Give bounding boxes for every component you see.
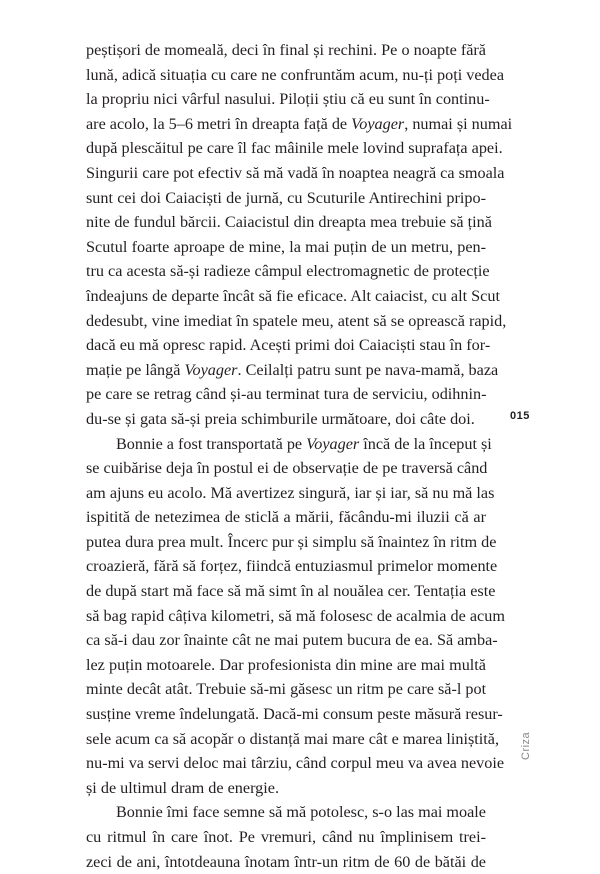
paragraph-first-line: Bonnie a fost transportată pe Voyager încă de la început și — [116, 434, 492, 453]
text-line: la propriu nici vârful nasului. Piloții știu că eu sunt în continu- — [86, 90, 490, 109]
text-line: minte decât atât. Trebuie să-mi găsesc un ritm pe care să-l pot — [86, 680, 487, 699]
paragraph-first-line: Bonnie îmi face semne să mă potolesc, s-o las mai moale — [116, 803, 486, 822]
text-line: peștișori de momeală, deci în final și rechini. Pe o noapte fără — [86, 41, 486, 59]
text-line: croazieră, fără să forțez, fiindcă entuziasmul primelor momente — [86, 557, 498, 576]
text-line: pe care se retrag când și-au terminat tura de serviciu, odihnin- — [86, 385, 487, 404]
text-line: Scutul foarte aproape de mine, la mai puțin de un metru, pen- — [86, 237, 486, 256]
text-line: lez puțin motoarele. Dar profesionista din mine are mai multă — [86, 655, 486, 674]
text-line: se cuibărise deja în postul ei de observație de pe traversă când — [86, 459, 488, 478]
text-line: sunt cei doi Caiaciști de jurnă, cu Scuturile Antirechini pripo- — [86, 188, 486, 207]
text-line: și de ultimul dram de energie. — [86, 778, 280, 797]
text-line: cu ritmul în care înot. Pe vremuri, când nu împlinisem trei- — [86, 828, 486, 846]
text-line: putea dura prea mult. Încerc pur și simplu să înaintez în ritm de — [86, 532, 497, 551]
text-line: susține vreme îndelungată. Dacă-mi consum peste măsură resur- — [86, 705, 503, 724]
text-line: de după start mă face să mă simt în al nouălea cer. Tentația este — [86, 582, 496, 601]
ship-name: Voyager — [306, 434, 360, 453]
body-text — [86, 38, 513, 874]
text-line: nu-mi va servi deloc mai târziu, când corpul meu va avea nevoie — [86, 754, 505, 773]
running-head: Criza — [520, 731, 532, 760]
text-line: dacă eu mă opresc rapid. Acești primi doi Caiaciști stau în for- — [86, 336, 491, 355]
page-number: 015 — [510, 410, 530, 422]
text-line: ispitită de netezimea de sticlă a mării, făcându-mi iluzii că ar — [86, 508, 486, 527]
text-line: zeci de ani, întotdeauna înotam într-un ritm de 60 de bătăi de — [86, 852, 486, 871]
text-line: ca să-i dau zor înainte cât ne mai putem bucura de ea. Să amba- — [86, 631, 498, 650]
text-line: după plescăitul pe care îl fac mâinile mele lovind suprafața apei. — [86, 139, 503, 158]
ship-name: Voyager — [184, 360, 238, 379]
text-line: du-se și gata să-și preia schimburile următoare, doi câte doi. — [86, 409, 475, 428]
text-line: lună, adică situația cu care ne confruntăm acum, nu-ți poți vedea — [86, 65, 504, 84]
text-line: îndeajuns de departe încât să fie eficace. Alt caiacist, cu alt Scut — [86, 286, 500, 305]
ship-name: Voyager — [351, 114, 405, 133]
text-line: Singurii care pot efectiv să mă vadă în noaptea neagră ca smoala — [86, 163, 505, 182]
text-line: să bag rapid câțiva kilometri, să mă folosesc de acalmia de acum — [86, 606, 505, 625]
text-line: dedesubt, vine imediat în spatele meu, atent să se oprească rapid, — [86, 311, 507, 330]
text-line: am ajuns eu acolo. Mă avertizez singură, iar și iar, să nu mă las — [86, 483, 495, 502]
text-line: are acolo, la 5–6 metri în dreapta față de Voyager, numai și numai — [86, 114, 513, 133]
text-line: mație pe lângă Voyager. Ceilalți patru sunt pe nava-mamă, baza — [86, 360, 499, 379]
text-line: sele acum ca să acopăr o distanță mai mare cât e marea liniștită, — [86, 729, 500, 748]
text-line: tru ca acesta să-și radieze câmpul electromagnetic de protecție — [86, 262, 490, 281]
text-line: nite de fundul bărcii. Caiacistul din dreapta mea trebuie să țină — [86, 213, 492, 232]
